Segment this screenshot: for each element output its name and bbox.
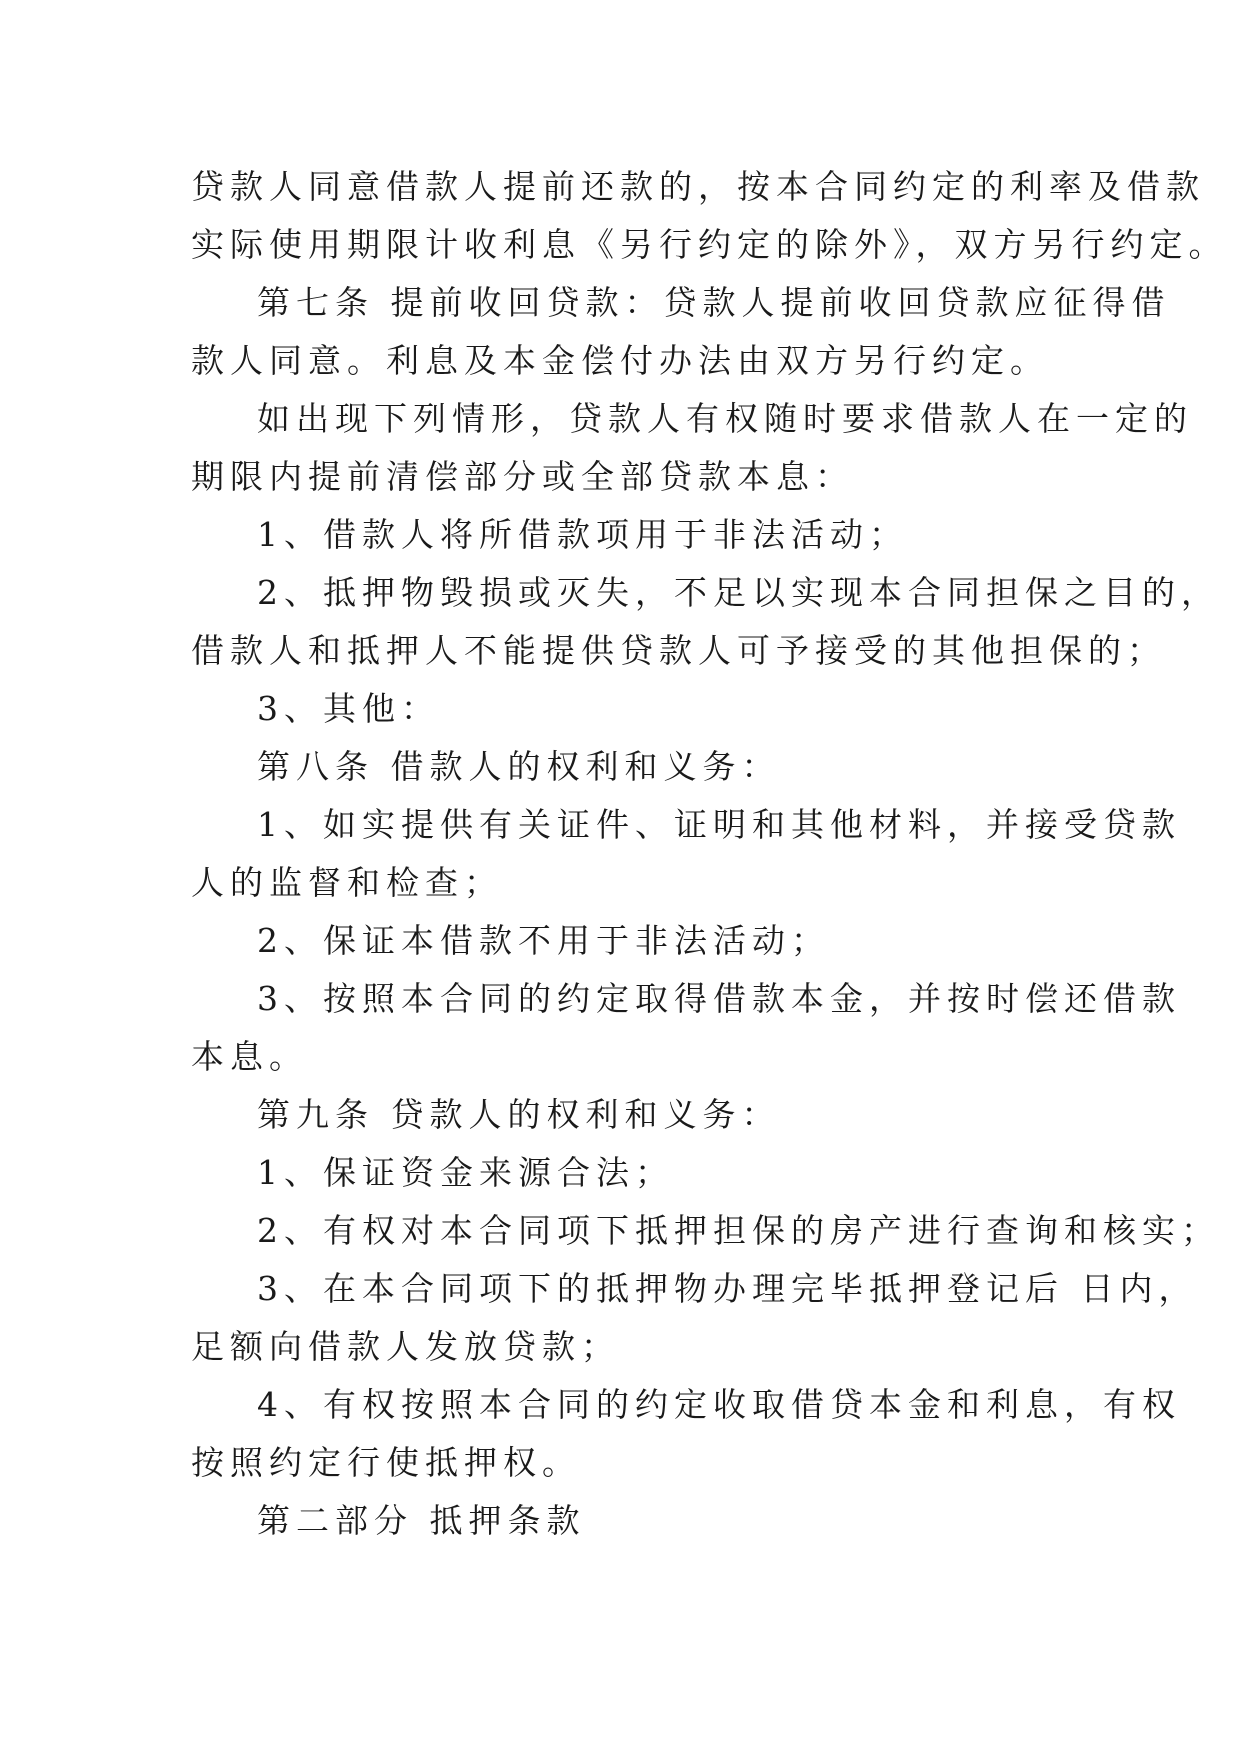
list-item: 1、借款人将所借款项用于非法活动； xyxy=(257,515,908,554)
body-line: 期限内提前清偿部分或全部贷款本息： xyxy=(191,457,854,496)
list-item: 3、在本合同项下的抵押物办理完毕抵押登记后 日内， xyxy=(257,1269,1198,1308)
article-7-heading: 第七条 提前收回贷款：贷款人提前收回贷款应征得借 xyxy=(257,283,1171,322)
list-item: 4、有权按照本合同的约定收取借贷本金和利息，有权 xyxy=(257,1385,1181,1424)
list-item: 1、如实提供有关证件、证明和其他材料，并接受贷款 xyxy=(257,805,1181,844)
body-line: 足额向借款人发放贷款； xyxy=(191,1327,620,1366)
list-item: 3、其他： xyxy=(257,689,440,728)
list-item: 2、有权对本合同项下抵押担保的房产进行查询和核实； xyxy=(257,1211,1220,1250)
body-line: 贷款人同意借款人提前还款的，按本合同约定的利率及借款 xyxy=(191,167,1205,206)
list-item: 1、保证资金来源合法； xyxy=(257,1153,674,1192)
body-line: 款人同意。利息及本金偿付办法由双方另行约定。 xyxy=(191,341,1049,380)
list-item: 3、按照本合同的约定取得借款本金，并按时偿还借款 xyxy=(257,979,1181,1018)
body-line: 借款人和抵押人不能提供贷款人可予接受的其他担保的； xyxy=(191,631,1166,670)
body-line: 本息。 xyxy=(191,1037,308,1076)
article-8-heading: 第八条 借款人的权利和义务： xyxy=(257,747,781,786)
body-line: 实际使用期限计收利息《另行约定的除外》，双方另行约定。 xyxy=(191,225,1228,264)
body-line: 按照约定行使抵押权。 xyxy=(191,1443,581,1482)
part-2-heading: 第二部分 抵押条款 xyxy=(257,1501,586,1540)
list-item: 2、保证本借款不用于非法活动； xyxy=(257,921,830,960)
list-item: 2、抵押物毁损或灭失，不足以实现本合同担保之目的， xyxy=(257,573,1220,612)
body-line: 如出现下列情形，贷款人有权随时要求借款人在一定的 xyxy=(257,399,1193,438)
article-9-heading: 第九条 贷款人的权利和义务： xyxy=(257,1095,781,1134)
body-line: 人的监督和检查； xyxy=(191,863,503,902)
document-body xyxy=(191,158,1228,1550)
